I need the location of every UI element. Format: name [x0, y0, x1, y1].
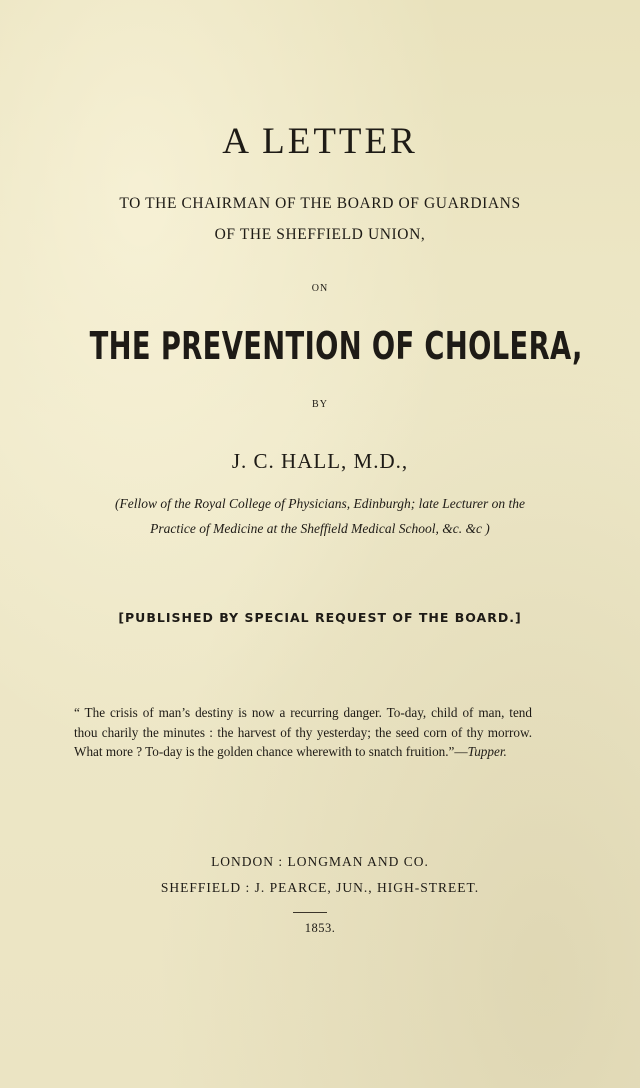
publisher-line-2: SHEFFIELD : J. PEARCE, JUN., HIGH-STREET.	[160, 880, 480, 895]
publisher-line-1: LONDON : LONGMAN AND CO.	[211, 854, 429, 869]
quote-text: “ The crisis of man’s destiny is now a recurring danger. To-day, child of man, tend thou charily the minutes : the harvest of thy yesterday; the seed corn of thy morrow. What more ? To-day is the golden chance wherewith to snatch fruition.”—	[74, 705, 532, 760]
quote-attribution: Tupper.	[467, 744, 507, 760]
by-label: BY	[312, 399, 328, 410]
main-title: THE PREVENTION OF CHOLERA,	[89, 324, 583, 368]
credentials-line-1: (Fellow of the Royal College of Physicians, Edinburgh; late Lecturer on the	[115, 496, 525, 511]
publication-year: 1853.	[304, 921, 336, 935]
subtitle-line-1: TO THE CHAIRMAN OF THE BOARD OF GUARDIANS	[119, 195, 521, 212]
subtitle-line-2: OF THE SHEFFIELD UNION,	[214, 226, 426, 243]
credentials-line-2: Practice of Medicine at the Sheffield Medical School, &c. &c )	[150, 521, 490, 536]
on-label: ON	[311, 283, 329, 294]
publication-note: [PUBLISHED BY SPECIAL REQUEST OF THE BOARD.]	[118, 610, 522, 625]
page-title: A LETTER	[222, 121, 418, 162]
author-name: J. C. HALL, M.D.,	[231, 449, 409, 473]
epigraph-quote	[74, 703, 532, 762]
divider-rule	[293, 912, 327, 913]
